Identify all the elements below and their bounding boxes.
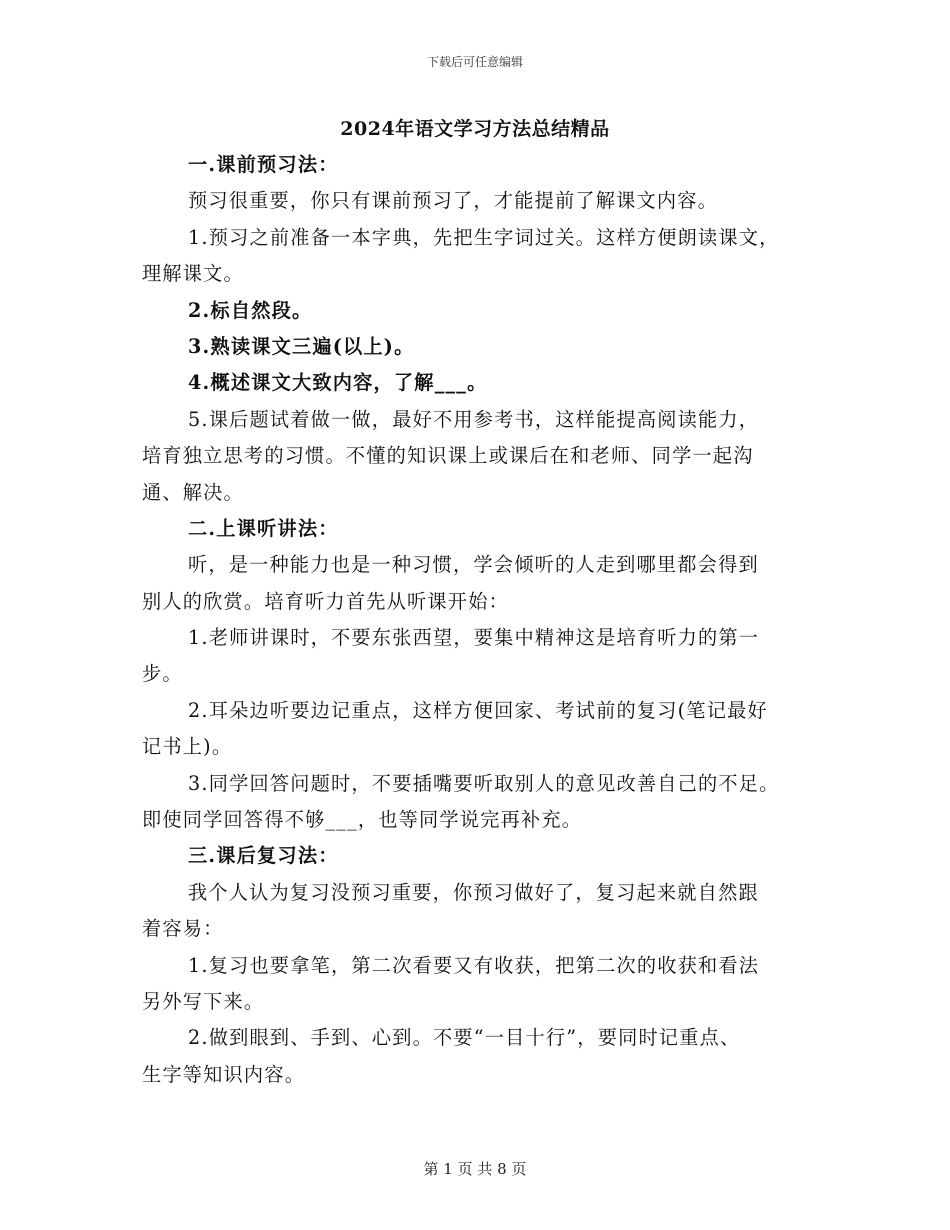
paragraph-line: 预习很重要，你只有课前预习了，才能提前了解课文内容。 [188, 189, 719, 213]
paragraph-line: 1.预习之前准备一本字典，先把生字词过关。这样方便朗读课文， [188, 225, 780, 249]
paragraph-line: 5.课后题试着做一做，最好不用参考书，这样能提高阅读能力， [188, 407, 760, 431]
paragraph-line: 别人的欣赏。培育听力首先从听课开始： [142, 589, 509, 613]
header-note: 下载后可任意编辑 [426, 55, 523, 69]
section-heading-line: 4.概述课文大致内容，了解___。 [188, 371, 488, 395]
paragraph-line: 着容易： [142, 917, 224, 941]
paragraph-line: 生字等知识内容。 [142, 1062, 306, 1086]
paragraph-line: 通、解决。 [142, 480, 244, 504]
paragraph-line: 2.做到眼到、手到、心到。不要“一目十行”，要同时记重点、 [188, 1026, 741, 1050]
section-heading-line: 三.课后复习法： [188, 844, 339, 868]
paragraph-line: 3.同学回答问题时，不要插嘴要听取别人的意见改善自己的不足。 [188, 771, 780, 795]
paragraph-line: 即使同学回答得不够___，也等同学说完再补充。 [142, 808, 583, 832]
paragraph-line: 听，是一种能力也是一种习惯，学会倾听的人走到哪里都会得到 [188, 553, 759, 577]
section-heading-line: 3.熟读课文三遍(以上)。 [188, 334, 415, 358]
document-title: 2024年语文学习方法总结精品 [340, 118, 610, 140]
paragraph-line: 记书上)。 [142, 735, 233, 759]
document-body [142, 147, 810, 1093]
paragraph-line: 步。 [142, 662, 183, 686]
section-heading-line: 一.课前预习法： [188, 153, 339, 176]
paragraph-line: 培育独立思考的习惯。不懂的知识课上或课后在和老师、同学一起沟 [142, 444, 754, 468]
paragraph-line: 2.耳朵边听要边记重点，这样方便回家、考试前的复习(笔记最好 [188, 698, 768, 722]
paragraph-line: 我个人认为复习没预习重要，你预习做好了，复习起来就自然跟 [188, 880, 759, 904]
page-footer: 第 1 页 共 8 页 [423, 1160, 527, 1178]
paragraph-line: 1.复习也要拿笔，第二次看要又有收获，把第二次的收获和看法 [188, 953, 760, 977]
section-heading-line: 二.上课听讲法： [188, 516, 339, 540]
section-heading-line: 2.标自然段。 [188, 298, 313, 322]
paragraph-line: 另外写下来。 [142, 989, 265, 1013]
paragraph-line: 1.老师讲课时，不要东张西望，要集中精神这是培育听力的第一 [188, 626, 760, 650]
paragraph-line: 理解课文。 [142, 262, 244, 286]
